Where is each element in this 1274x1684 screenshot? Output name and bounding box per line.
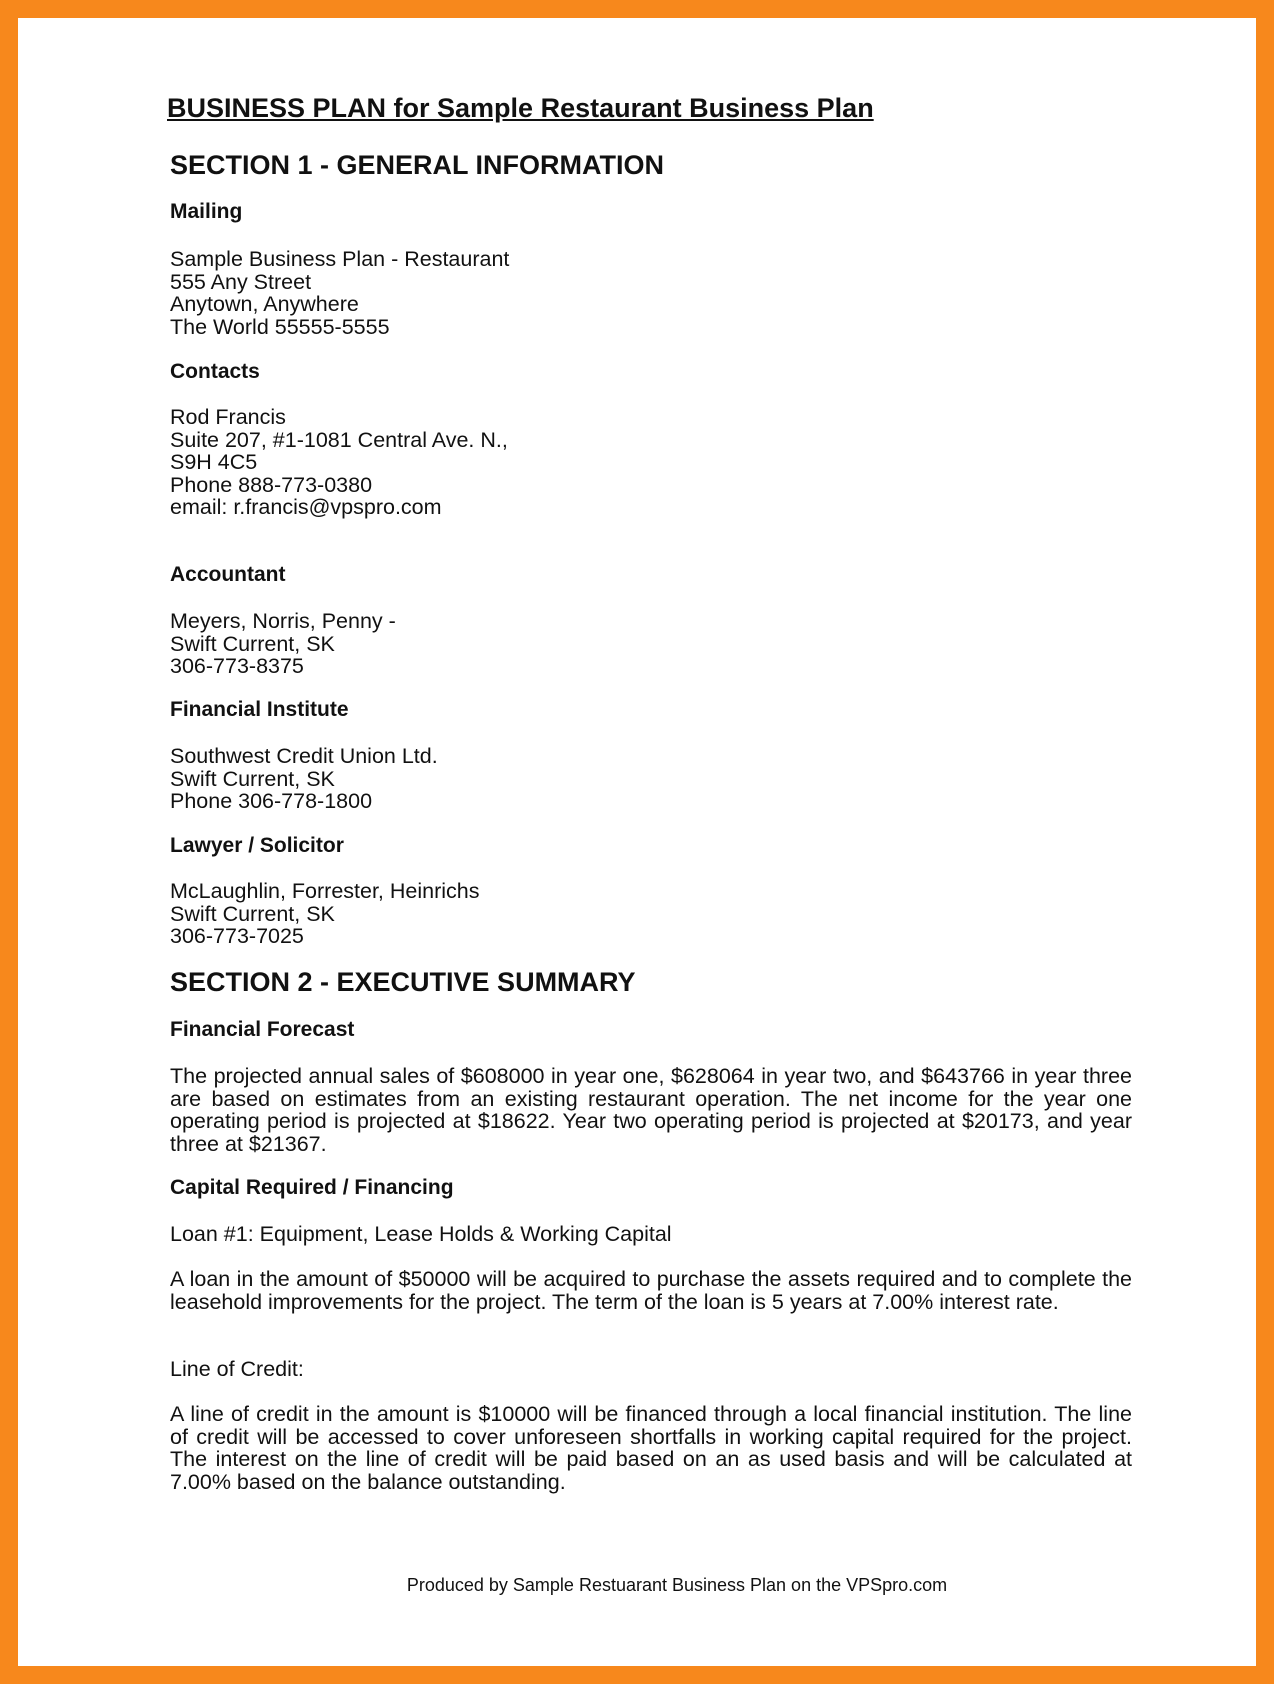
institute-line: Southwest Credit Union Ltd.: [170, 744, 438, 768]
mailing-line: Anytown, Anywhere: [170, 292, 359, 316]
mailing-line: 555 Any Street: [170, 269, 312, 294]
accountant-label: Accountant: [170, 563, 286, 586]
accountant-line: Swift Current, SK: [170, 631, 335, 656]
mailing-line: The World 55555-5555: [170, 314, 390, 339]
lawyer-label: Lawyer / Solicitor: [170, 834, 344, 857]
document-title: BUSINESS PLAN for Sample Restaurant Business Plan: [167, 93, 874, 123]
accountant-block: [170, 610, 1130, 678]
line-of-credit-title-text: Line of Credit:: [170, 1357, 304, 1381]
loan-title: [170, 1223, 1130, 1246]
contact-email: email: r.francis@vpspro.com: [170, 495, 442, 519]
mailing-label: Mailing: [170, 200, 243, 223]
financial-forecast-text: The projected annual sales of $608000 in year one, $628064 in year two, and $643766 in year three are based on estimates from an existing restaurant operation. The net income for the year one operating period is projected at $18622. Year two operating period is projected at $20173, and year three at $21367.: [170, 1064, 1132, 1156]
section-1-heading: SECTION 1 - GENERAL INFORMATION: [170, 150, 665, 180]
line-of-credit-title: [170, 1358, 1130, 1381]
lawyer-block: [170, 880, 1130, 948]
contacts-block: [170, 406, 1130, 519]
financial-forecast-label: Financial Forecast: [170, 1018, 355, 1041]
institute-line: Swift Current, SK: [170, 766, 335, 791]
page-footer: Produced by Sample Restuarant Business Plan on the VPSpro.com: [406, 1575, 948, 1595]
contact-line: Rod Francis: [170, 405, 286, 429]
contact-line: Phone 888-773-0380: [170, 472, 373, 497]
financial-institute-label: Financial Institute: [170, 698, 349, 721]
contact-line: Suite 207, #1-1081 Central Ave. N.,: [170, 427, 508, 452]
section-2-heading: SECTION 2 - EXECUTIVE SUMMARY: [170, 967, 636, 997]
capital-required-label: Capital Required / Financing: [170, 1176, 454, 1199]
loan-text: A loan in the amount of $50000 will be acquired to purchase the assets required and to complete the leasehold improvements for the project. The term of the loan is 5 years at 7.00% interest rate.: [170, 1267, 1132, 1314]
lawyer-line: 306-773-7025: [170, 924, 304, 948]
financial-institute-block: [170, 745, 1130, 813]
institute-line: Phone 306-778-1800: [170, 789, 373, 813]
loan-title-text: Loan #1: Equipment, Lease Holds & Working Capital: [170, 1222, 672, 1246]
line-of-credit-text: A line of credit in the amount is $10000 will be financed through a local financial institution. The line of credit will be accessed to cover unforeseen shortfalls in working capital required for the project. The interest on the line of credit will be paid based on an as used basis and will be calculated at 7.00% based on the balance outstanding.: [170, 1402, 1132, 1494]
lawyer-line: McLaughlin, Forrester, Heinrichs: [170, 879, 480, 903]
lawyer-line: Swift Current, SK: [170, 901, 335, 926]
mailing-line: Sample Business Plan - Restaurant: [170, 247, 510, 271]
accountant-line: Meyers, Norris, Penny -: [170, 609, 396, 633]
mailing-address: [170, 248, 1130, 338]
accountant-line: 306-773-8375: [170, 654, 304, 678]
contact-line: S9H 4C5: [170, 450, 258, 474]
contacts-label: Contacts: [170, 360, 260, 383]
